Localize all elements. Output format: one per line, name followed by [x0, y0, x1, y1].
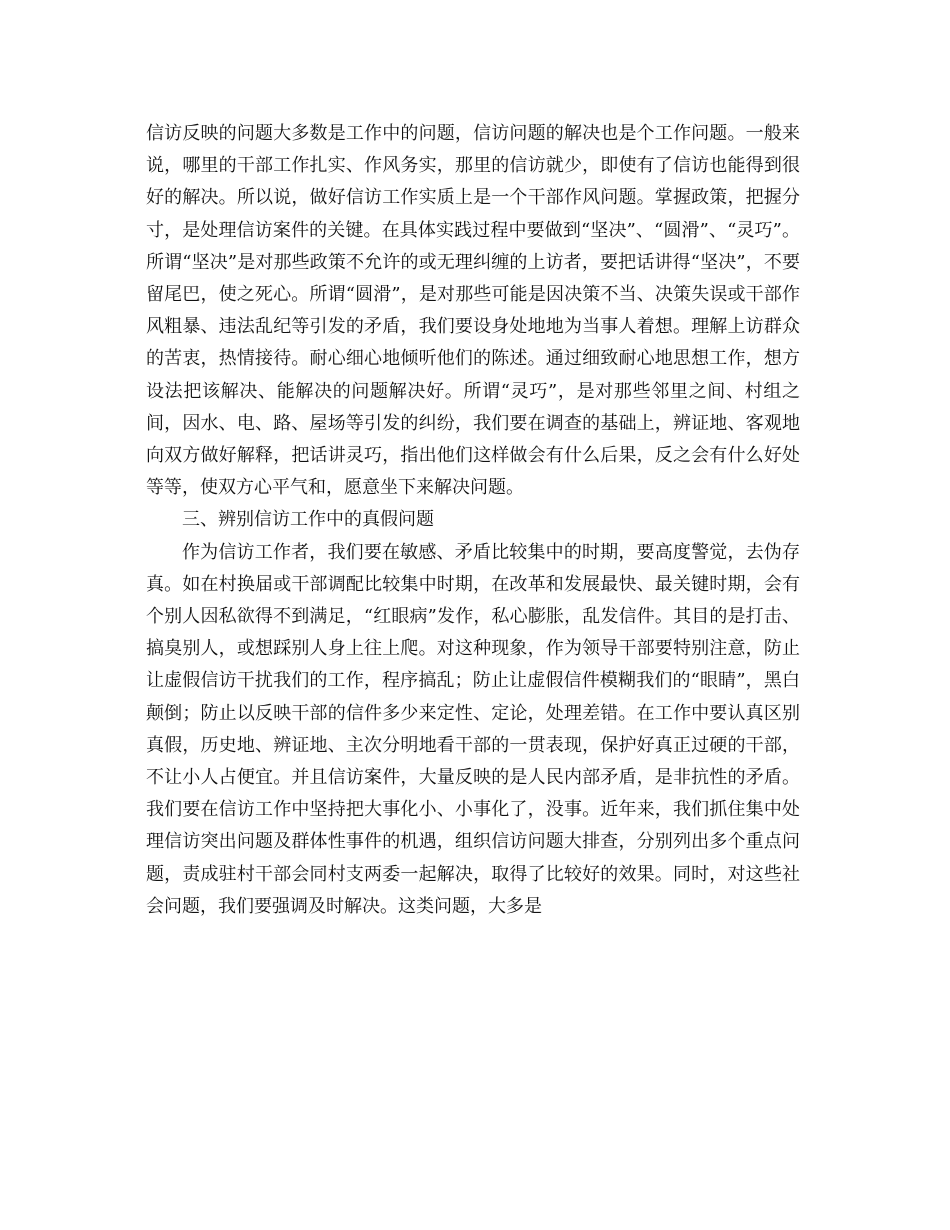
- body-paragraph: 信访反映的问题大多数是工作中的问题，信访问题的解决也是个工作问题。一般来说，哪里的干部工作扎实、作风务实，那里的信访就少，即使有了信访也能得到很好的解决。所以说，做好信访工作实质上是一个干部作风问题。掌握政策，把握分寸，是处理信访案件的关键。在具体实践过程中要做到“坚决”、“圆滑”、“灵巧”。所谓“坚决”是对那些政策不允许的或无理纠缠的上访者，要把话讲得“坚决”，不要留尾巴，使之死心。所谓“圆滑”，是对那些可能是因决策不当、决策失误或干部作风粗暴、违法乱纪等引发的矛盾，我们要设身处地地为当事人着想。理解上访群众的苦衷，热情接待。耐心细心地倾听他们的陈述。通过细致耐心地思想工作，想方设法把该解决、能解决的问题解决好。所谓“灵巧”，是对那些邻里之间、村组之间，因水、电、路、屋场等引发的纠纷，我们要在调查的基础上，辨证地、客观地向双方做好解释，把话讲灵巧，指出他们这样做会有什么后果，反之会有什么好处等等，使双方心平气和，愿意坐下来解决问题。: [146, 123, 800, 499]
- body-paragraph: 作为信访工作者，我们要在敏感、矛盾比较集中的时期，要高度警觉，去伪存真。如在村换届或干部调配比较集中时期，在改革和发展最快、最关键时期，会有个别人因私欲得不到满足，“红眼病”发作，私心膨胀，乱发信件。其目的是打击、搞臭别人，或想踩别人身上往上爬。对这种现象，作为领导干部要特别注意，防止让虚假信访干扰我们的工作，程序搞乱；防止让虚假信件模糊我们的“眼睛”，黑白颠倒；防止以反映干部的信件多少来定性、定论，处理差错。在工作中要认真区别真假，历史地、辨证地、主次分明地看干部的一贯表现，保护好真正过硬的干部，不让小人占便宜。并且信访案件，大量反映的是人民内部矛盾，是非抗性的矛盾。我们要在信访工作中坚持把大事化小、小事化了，没事。近年来，我们抓住集中处理信访突出问题及群体性事件的机遇，组织信访问题大排查，分别列出多个重点问题，责成驻村干部会同村支两委一起解决，取得了比较好的效果。同时，对这些社会问题，我们要强调及时解决。这类问题，大多是: [146, 541, 800, 917]
- section-heading: 三、辨别信访工作中的真假问题: [182, 509, 434, 531]
- document-page: [146, 118, 800, 923]
